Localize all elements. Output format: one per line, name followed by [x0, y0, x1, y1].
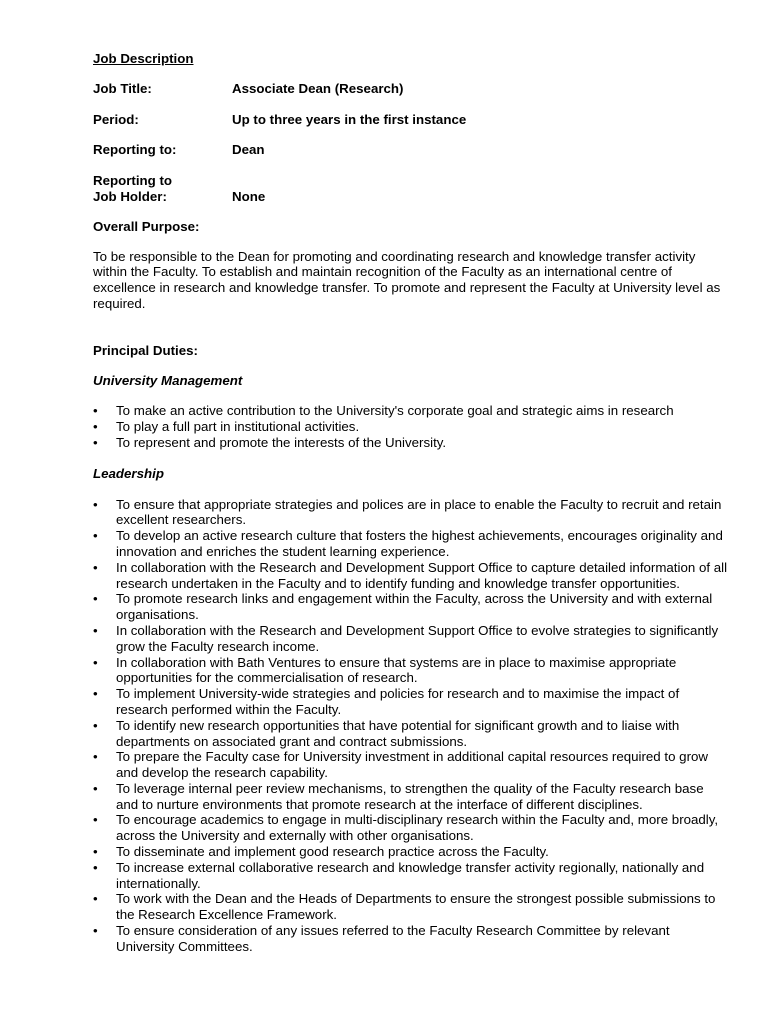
- bullet-icon: •: [93, 654, 98, 670]
- field-reporting-to-job-holder: [93, 173, 728, 205]
- list-item-text: To prepare the Faculty case for University investment in additional capital resources required to grow and develop the research capability.: [116, 749, 708, 781]
- list-item: [93, 528, 728, 560]
- list-item-text: To ensure consideration of any issues referred to the Faculty Research Committee by relevant University Committees.: [116, 923, 670, 954]
- field-label: Reporting to:: [93, 142, 177, 158]
- field-reporting-to: [93, 142, 728, 158]
- bullet-icon: •: [93, 686, 98, 702]
- list-item: [93, 591, 728, 623]
- list-item-text: To develop an active research culture that fosters the highest achievements, encourages originality and innovation and enriches the student learning experience.: [116, 528, 723, 559]
- list-item-text: In collaboration with the Research and Development Support Office to evolve strategies to significantly grow the Faculty research income.: [116, 622, 719, 654]
- bullet-icon: •: [93, 559, 98, 575]
- field-value: Associate Dean (Research): [232, 80, 404, 96]
- list-item-text: To make an active contribution to the University's corporate goal and strategic aims in research: [116, 403, 674, 419]
- overall-purpose-title: Overall Purpose:: [93, 218, 200, 234]
- list-item-text: To ensure that appropriate strategies and polices are in place to enable the Faculty to recruit and retain excellent researchers.: [116, 496, 722, 528]
- list-item: [93, 497, 728, 529]
- field-label-line: Job Holder:: [93, 188, 167, 204]
- list-item: [93, 812, 728, 844]
- list-item: [93, 419, 728, 435]
- field-job-title: [93, 81, 728, 97]
- bullet-icon: •: [93, 749, 98, 765]
- list-item: [93, 655, 728, 687]
- list-item-text: To work with the Dean and the Heads of Departments to ensure the strongest possible submissions to the Research Excellence Framework.: [116, 891, 716, 923]
- bullet-icon: •: [93, 717, 98, 733]
- list-item-text: To promote research links and engagement within the Faculty, across the University and with external organisations.: [116, 591, 713, 623]
- list-item-text: To implement University-wide strategies and policies for research and to maximise the impact of research performed within the Faculty.: [116, 686, 680, 717]
- list-item: [93, 923, 728, 955]
- list-item: [93, 891, 728, 923]
- list-item-text: In collaboration with the Research and Development Support Office to capture detailed information of all research undertaken in the Faculty and to identify funding and knowledge transfer opportunities.: [116, 559, 728, 591]
- bullet-icon: •: [93, 844, 98, 860]
- field-period: [93, 112, 728, 128]
- university-management-list: [93, 403, 728, 450]
- list-item-text: To play a full part in institutional activities.: [116, 419, 360, 435]
- document-page: [93, 51, 728, 955]
- list-item: [93, 686, 728, 718]
- bullet-icon: •: [93, 812, 98, 828]
- list-item: [93, 403, 728, 419]
- bullet-icon: •: [93, 780, 98, 796]
- field-label: [93, 173, 232, 205]
- leadership-list: [93, 497, 728, 955]
- leadership-title: Leadership: [93, 465, 164, 481]
- document-heading: Job Description: [93, 51, 194, 66]
- bullet-icon: •: [93, 403, 98, 419]
- list-item: [93, 623, 728, 655]
- list-item-text: In collaboration with Bath Ventures to ensure that systems are in place to maximise appropriate opportunities for the commercialisation of research.: [116, 654, 677, 686]
- list-item: [93, 435, 728, 451]
- bullet-icon: •: [93, 419, 98, 435]
- list-item-text: To encourage academics to engage in multi-disciplinary research within the Faculty and, more broadly, across the University and externally with other organisations.: [116, 812, 719, 844]
- field-value: Up to three years in the first instance: [232, 111, 467, 127]
- list-item-text: To leverage internal peer review mechanisms, to strengthen the quality of the Faculty research base and to nurture environments that promote research at the interface of different disciplines.: [116, 780, 704, 812]
- list-item: [93, 860, 728, 892]
- bullet-icon: •: [93, 891, 98, 907]
- list-item-text: To represent and promote the interests of the University.: [116, 434, 447, 450]
- bullet-icon: •: [93, 528, 98, 544]
- bullet-icon: •: [93, 923, 98, 939]
- list-item-text: To increase external collaborative research and knowledge transfer activity regionally, nationally and internationally.: [116, 859, 705, 891]
- bullet-icon: •: [93, 496, 98, 512]
- field-label: Period:: [93, 111, 139, 127]
- bullet-icon: •: [93, 622, 98, 638]
- bullet-icon: •: [93, 591, 98, 607]
- university-management-title: University Management: [93, 372, 243, 388]
- list-item: [93, 749, 728, 781]
- field-value: Dean: [232, 142, 265, 158]
- bullet-icon: •: [93, 859, 98, 875]
- field-label-line: Reporting to: [93, 173, 173, 189]
- list-item: [93, 718, 728, 750]
- field-value: None: [232, 188, 266, 204]
- field-label: Job Title:: [93, 80, 152, 96]
- list-item-text: To disseminate and implement good research practice across the Faculty.: [116, 844, 549, 860]
- overall-purpose-text: To be responsible to the Dean for promoting and coordinating research and knowledge transfer activity within the Faculty. To establish and maintain recognition of the Faculty as an international centre of excellence in research and knowledge transfer. To promote and represent the Faculty at University level as required.: [93, 248, 721, 311]
- bullet-icon: •: [93, 434, 98, 450]
- list-item: [93, 781, 728, 813]
- list-item: [93, 844, 728, 860]
- list-item: [93, 560, 728, 592]
- principal-duties-title: Principal Duties:: [93, 342, 198, 358]
- list-item-text: To identify new research opportunities that have potential for significant growth and to liaise with departments on associated grant and contract submissions.: [116, 717, 680, 749]
